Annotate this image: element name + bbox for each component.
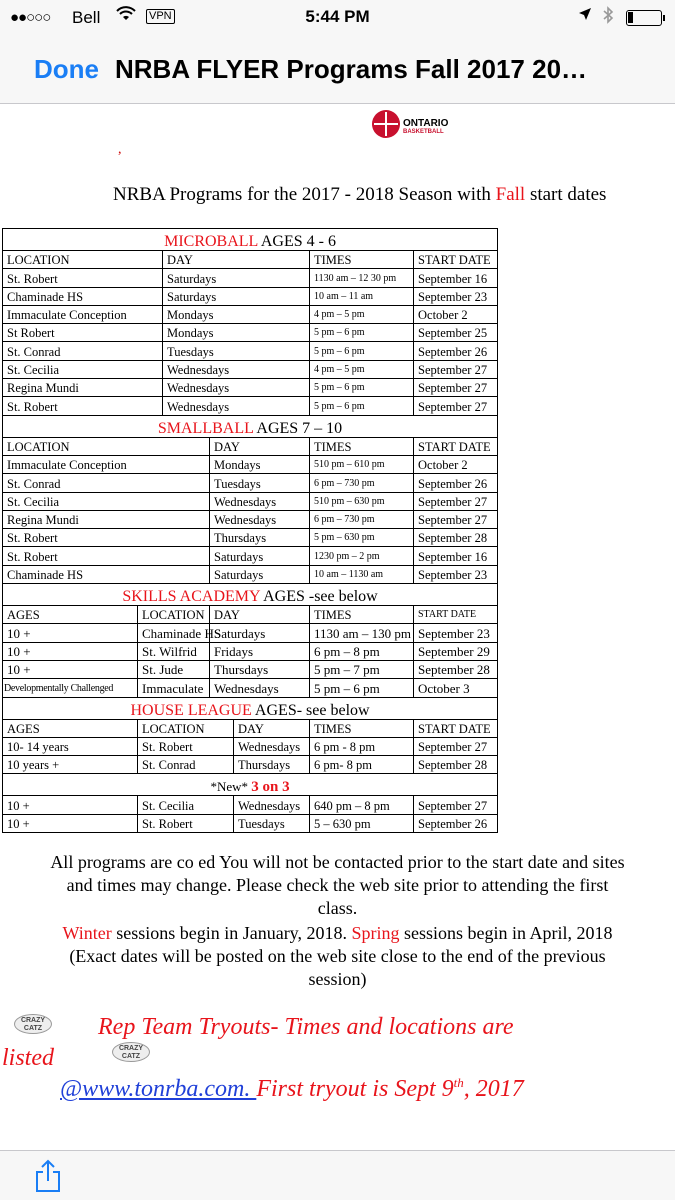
- times-cell: 6 pm – 730 pm: [310, 474, 414, 492]
- location-cell: St. Robert: [3, 547, 210, 565]
- column-header: LOCATION: [3, 251, 163, 269]
- start-date-cell: September 16: [414, 269, 498, 287]
- section-title: SKILLS ACADEMY: [122, 588, 260, 606]
- column-header: TIMES: [310, 251, 414, 269]
- table-header-row: [3, 437, 498, 455]
- day-cell: Wednesdays: [163, 379, 310, 397]
- times-cell: 6 pm- 8 pm: [310, 756, 414, 774]
- day-cell: Thursdays: [210, 529, 310, 547]
- day-cell: Saturdays: [210, 547, 310, 565]
- location-cell: St. Robert: [3, 269, 163, 287]
- section-title: HOUSE LEAGUE: [130, 701, 252, 719]
- start-date-cell: September 26: [414, 474, 498, 492]
- note-line: All programs are co ed You will not be contacted prior to the start date and sites: [50, 852, 625, 872]
- start-date-cell: September 27: [414, 397, 498, 415]
- day-cell: Saturdays: [163, 269, 310, 287]
- table-row: [3, 305, 498, 323]
- location-cell: St. Robert: [138, 814, 234, 832]
- times-cell: 4 pm – 5 pm: [310, 360, 414, 378]
- section-header-row: [3, 415, 498, 437]
- bluetooth-icon: [602, 6, 614, 29]
- spring-label: Spring: [351, 923, 400, 943]
- ages-cell: 10 +: [3, 796, 138, 814]
- start-date-cell: September 23: [414, 624, 498, 642]
- schedule-table: [2, 228, 498, 833]
- start-date-cell: October 2: [414, 455, 498, 473]
- day-cell: Wednesdays: [210, 492, 310, 510]
- ages-cell: 10- 14 years: [3, 737, 138, 755]
- times-cell: 5 pm – 6 pm: [310, 397, 414, 415]
- day-cell: Wednesdays: [163, 397, 310, 415]
- share-icon[interactable]: [33, 1159, 63, 1193]
- start-date-cell: September 16: [414, 547, 498, 565]
- section-subtitle: AGES 7 – 10: [253, 419, 343, 437]
- start-date-cell: September 26: [414, 342, 498, 360]
- note-line: session): [308, 969, 367, 989]
- ages-cell: 10 +: [3, 642, 138, 660]
- times-cell: 1230 pm – 2 pm: [310, 547, 414, 565]
- table-row: [3, 756, 498, 774]
- column-header: LOCATION: [138, 719, 234, 737]
- table-header-row: [3, 719, 498, 737]
- tryout-year: , 2017: [463, 1076, 524, 1102]
- times-cell: 5 pm – 6 pm: [310, 342, 414, 360]
- table-row: [3, 324, 498, 342]
- new-tag: *New*: [210, 779, 252, 795]
- column-header: TIMES: [310, 606, 414, 624]
- times-cell: 1130 am – 12 30 pm: [310, 269, 414, 287]
- column-header: DAY: [234, 719, 310, 737]
- times-cell: 6 pm – 730 pm: [310, 510, 414, 528]
- start-date-cell: September 27: [414, 492, 498, 510]
- heading-text-end: start dates: [525, 184, 607, 205]
- times-cell: 5 pm – 6 pm: [310, 324, 414, 342]
- start-date-cell: September 23: [414, 565, 498, 583]
- day-cell: Saturdays: [210, 624, 310, 642]
- column-header: DAY: [210, 606, 310, 624]
- start-date-cell: September 28: [414, 529, 498, 547]
- start-date-cell: September 28: [414, 756, 498, 774]
- times-cell: 10 am – 11 am: [310, 287, 414, 305]
- table-row: [3, 660, 498, 678]
- heading-text: NRBA Programs for the 2017 - 2018 Season with: [113, 184, 496, 205]
- section-header-row: [3, 774, 498, 796]
- ordinal-suffix: th: [453, 1075, 464, 1090]
- times-cell: 4 pm – 5 pm: [310, 305, 414, 323]
- spring-text: sessions begin in April, 2018: [399, 923, 613, 943]
- location-cell: St. Cecilia: [3, 360, 163, 378]
- location-cell: Chaminade HS: [3, 287, 163, 305]
- location-cell: St. Wilfrid: [138, 642, 210, 660]
- location-cell: Immaculate Conception: [3, 305, 163, 323]
- times-cell: 640 pm – 8 pm: [310, 796, 414, 814]
- stray-mark: ,: [118, 142, 122, 157]
- carrier-label: Bell: [72, 8, 101, 27]
- note-line: (Exact dates will be posted on the web site close to the end of the previous: [69, 946, 606, 966]
- start-date-cell: September 27: [414, 737, 498, 755]
- location-cell: St. Cecilia: [138, 796, 234, 814]
- document-title: NRBA FLYER Programs Fall 2017 20…: [115, 54, 588, 84]
- signal-icon: ●●○○○: [10, 9, 51, 26]
- column-header: DAY: [210, 437, 310, 455]
- winter-text: sessions begin in January, 2018.: [111, 923, 352, 943]
- bottom-toolbar: [0, 1150, 675, 1200]
- basketball-icon: [372, 110, 400, 138]
- location-cell: Chaminade HS: [138, 624, 210, 642]
- times-cell: 510 pm – 630 pm: [310, 492, 414, 510]
- column-header: LOCATION: [138, 606, 210, 624]
- winter-label: Winter: [62, 923, 112, 943]
- doc-heading: [0, 184, 675, 206]
- start-date-cell: September 29: [414, 642, 498, 660]
- start-date-cell: September 27: [414, 796, 498, 814]
- section-title: SMALLBALL: [157, 419, 254, 437]
- logo-subtext: BASKETBALL: [403, 129, 444, 135]
- section-subtitle: AGES -see below: [259, 588, 378, 606]
- table-row: [3, 360, 498, 378]
- column-header: START DATE: [414, 606, 498, 624]
- times-cell: 510 pm – 610 pm: [310, 455, 414, 473]
- ages-cell: 10 +: [3, 624, 138, 642]
- location-cell: St. Robert: [3, 529, 210, 547]
- day-cell: Tuesdays: [163, 342, 310, 360]
- table-row: [3, 474, 498, 492]
- times-cell: 5 – 630 pm: [310, 814, 414, 832]
- rep-tryouts-line: Rep Team Tryouts- Times and locations are: [98, 1014, 514, 1040]
- column-header: DAY: [163, 251, 310, 269]
- table-row: [3, 529, 498, 547]
- table-row: [3, 342, 498, 360]
- table-row: [3, 642, 498, 660]
- section-header-row: [3, 584, 498, 606]
- location-cell: St Robert: [3, 324, 163, 342]
- crazy-catz-logo: [112, 1042, 150, 1062]
- times-cell: 6 pm – 8 pm: [310, 642, 414, 660]
- times-cell: 5 pm – 6 pm: [310, 379, 414, 397]
- section-title: 3 on 3: [251, 779, 290, 796]
- start-date-cell: September 27: [414, 360, 498, 378]
- ages-cell: 10 +: [3, 660, 138, 678]
- column-header: START DATE: [414, 437, 498, 455]
- column-header: START DATE: [414, 719, 498, 737]
- vpn-badge: VPN: [146, 9, 175, 24]
- location-cell: Chaminade HS: [3, 565, 210, 583]
- table-header-row: [3, 251, 498, 269]
- table-row: [3, 397, 498, 415]
- start-date-cell: October 3: [414, 679, 498, 697]
- section-subtitle: AGES- see below: [251, 701, 370, 719]
- logo-text: CRAZY CATZ: [14, 1014, 52, 1034]
- table-row: [3, 565, 498, 583]
- column-header: AGES: [3, 606, 138, 624]
- note-line: and times may change. Please check the web site prior to attending the first: [66, 875, 609, 895]
- location-cell: St. Robert: [3, 397, 163, 415]
- times-cell: 6 pm - 8 pm: [310, 737, 414, 755]
- location-cell: St. Jude: [138, 660, 210, 678]
- clock: 5:44 PM: [305, 7, 370, 26]
- done-button[interactable]: Done: [34, 54, 99, 84]
- day-cell: Mondays: [163, 305, 310, 323]
- day-cell: Fridays: [210, 642, 310, 660]
- times-cell: 5 pm – 630 pm: [310, 529, 414, 547]
- day-cell: Wednesdays: [163, 360, 310, 378]
- table-row: [3, 287, 498, 305]
- sessions-line: [0, 922, 675, 945]
- ontario-basketball-logo: [372, 110, 462, 142]
- day-cell: Wednesdays: [210, 679, 310, 697]
- location-cell: Regina Mundi: [3, 379, 163, 397]
- day-cell: Saturdays: [210, 565, 310, 583]
- section-header-row: [3, 229, 498, 251]
- rep-tryouts-date-line: [60, 1075, 524, 1103]
- column-header: TIMES: [310, 437, 414, 455]
- table-row: [3, 492, 498, 510]
- location-cell: St. Cecilia: [3, 492, 210, 510]
- navigation-bar: [0, 36, 675, 104]
- start-date-cell: October 2: [414, 305, 498, 323]
- start-date-cell: September 23: [414, 287, 498, 305]
- location-cell: St. Conrad: [3, 474, 210, 492]
- location-cell: Immaculate Conception: [3, 455, 210, 473]
- day-cell: Thursdays: [234, 756, 310, 774]
- note-line: class.: [317, 898, 358, 918]
- tryout-text: First tryout is Sept 9: [256, 1076, 454, 1102]
- document-page: [0, 104, 675, 1150]
- times-cell: 10 am – 1130 am: [310, 565, 414, 583]
- status-bar: [0, 0, 675, 36]
- section-header-row: [3, 697, 498, 719]
- location-cell: St. Conrad: [138, 756, 234, 774]
- day-cell: Tuesdays: [234, 814, 310, 832]
- ages-cell: Developmentally Challenged: [3, 679, 138, 697]
- crazy-catz-logo: [14, 1014, 52, 1034]
- day-cell: Thursdays: [210, 660, 310, 678]
- logo-text: ONTARIO: [403, 118, 449, 129]
- column-header: TIMES: [310, 719, 414, 737]
- location-arrow-icon: [578, 7, 592, 26]
- day-cell: Wednesdays: [210, 510, 310, 528]
- table-row: [3, 737, 498, 755]
- start-date-cell: September 28: [414, 660, 498, 678]
- table-row: [3, 796, 498, 814]
- ages-cell: 10 years +: [3, 756, 138, 774]
- start-date-cell: September 27: [414, 510, 498, 528]
- location-cell: Regina Mundi: [3, 510, 210, 528]
- column-header: LOCATION: [3, 437, 210, 455]
- day-cell: Wednesdays: [234, 737, 310, 755]
- section-subtitle: AGES 4 - 6: [257, 233, 336, 250]
- day-cell: Saturdays: [163, 287, 310, 305]
- location-cell: St. Robert: [138, 737, 234, 755]
- times-cell: 5 pm – 7 pm: [310, 660, 414, 678]
- table-row: [3, 624, 498, 642]
- battery-icon: [626, 10, 662, 26]
- start-date-cell: September 25: [414, 324, 498, 342]
- column-header: START DATE: [414, 251, 498, 269]
- times-cell: 1130 am – 130 pm: [310, 624, 414, 642]
- table-row: [3, 269, 498, 287]
- times-cell: 5 pm – 6 pm: [310, 679, 414, 697]
- table-row: [3, 510, 498, 528]
- day-cell: Tuesdays: [210, 474, 310, 492]
- day-cell: Mondays: [163, 324, 310, 342]
- logo-text: CRAZY CATZ: [112, 1042, 150, 1062]
- table-row: [3, 379, 498, 397]
- day-cell: Wednesdays: [234, 796, 310, 814]
- section-title: MICROBALL: [164, 233, 258, 250]
- heading-fall: Fall: [495, 184, 526, 205]
- table-row: [3, 455, 498, 473]
- column-header: AGES: [3, 719, 138, 737]
- ages-cell: 10 +: [3, 814, 138, 832]
- table-row: [3, 547, 498, 565]
- day-cell: Mondays: [210, 455, 310, 473]
- location-cell: Immaculate: [138, 679, 210, 697]
- start-date-cell: September 26: [414, 814, 498, 832]
- website-link[interactable]: @www.tonrba.com.: [60, 1076, 257, 1102]
- location-cell: St. Conrad: [3, 342, 163, 360]
- table-row: [3, 679, 498, 697]
- start-date-cell: September 27: [414, 379, 498, 397]
- table-row: [3, 814, 498, 832]
- rep-tryouts-listed: listed: [2, 1045, 54, 1071]
- table-header-row: [3, 606, 498, 624]
